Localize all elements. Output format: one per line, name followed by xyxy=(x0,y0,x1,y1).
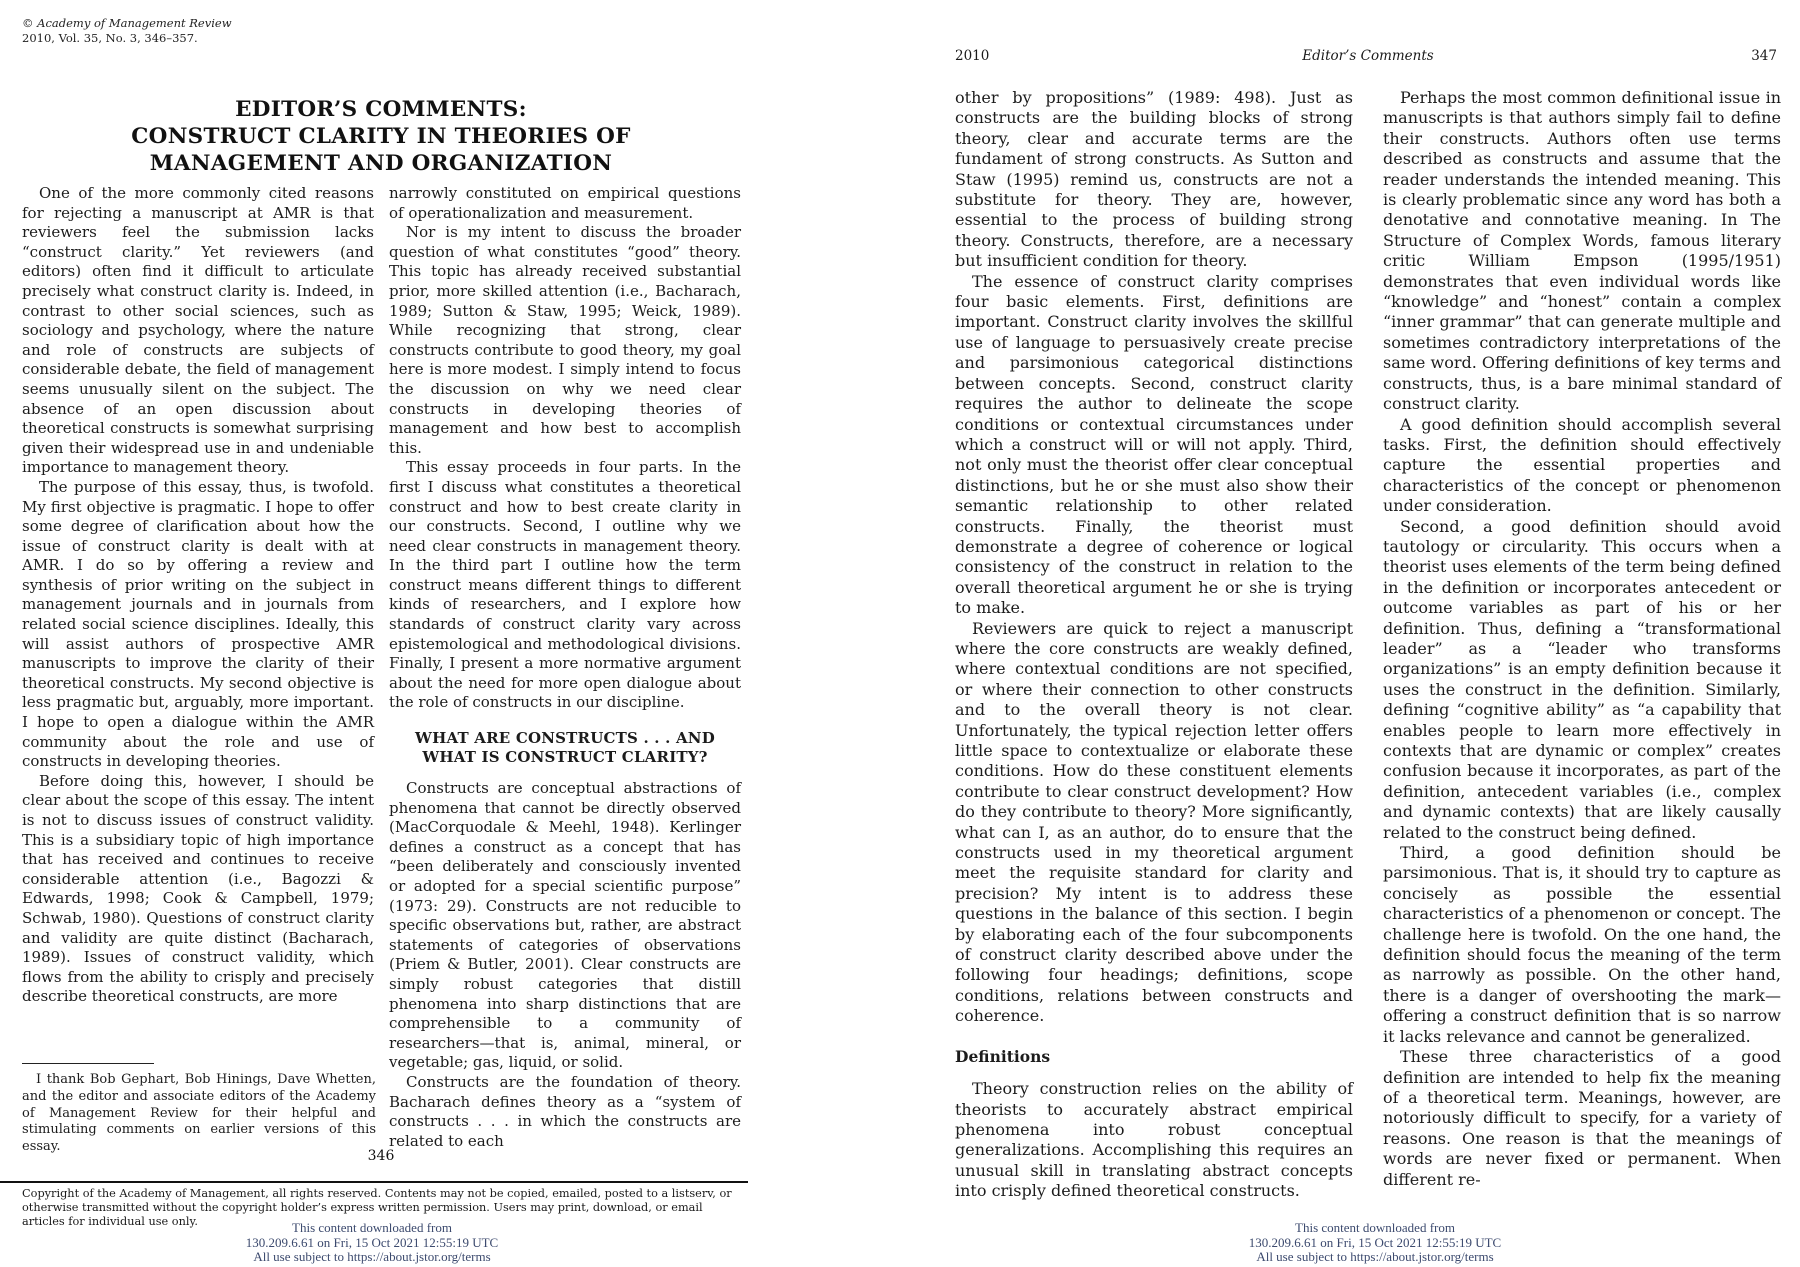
running-header-page-number: 347 xyxy=(1751,48,1777,64)
jstor-download-notice xyxy=(1075,1221,1675,1265)
paragraph: Constructs are the foundation of theory. Bacharach defines theory as a “system of constructs . . . in which the constructs are related to each xyxy=(389,1072,741,1150)
download-notice-line1: This content downloaded from xyxy=(1295,1220,1455,1235)
jstor-download-notice xyxy=(22,1221,722,1265)
journal-name: © Academy of Management Review xyxy=(22,16,232,30)
paragraph: This essay proceeds in four parts. In the first I discuss what constitutes a theoretical construct and how to best create clarity in our constructs. Second, I outline why we need clear constructs in management theory. In the third part I outline how the term construct means different things to different kinds of researchers, and I explore how standards of construct clarity vary across epistemological and methodological divisions. Finally, I present a more normative argument about the need for more open dialogue about the role of constructs in our discipline. xyxy=(389,458,741,712)
paragraph: The purpose of this essay, thus, is twofold. My first objective is pragmatic. I hope to offer some degree of clarification about how the issue of construct clarity is dealt with at AMR. I do so by offering a review and synthesis of prior writing on the subject in management journals and in journals from related social science disciplines. Ideally, this will assist authors of prospective AMR manuscripts to improve the clarity of their theoretical constructs. My second objective is less pragmatic but, arguably, more important. I hope to open a dialogue within the AMR community about the role and use of constructs in developing theories. xyxy=(22,477,374,771)
paragraph: Third, a good definition should be parsimonious. That is, it should try to capture as concisely as possible the essential characteristics of a phenomenon or concept. The challenge here is twofold. On the one hand, the definition should focus the meaning of the term as narrowly as possible. On the other hand, there is a danger of overshooting the mark—offering a construct definition that is so narrow it lacks relevance and cannot be generalized. xyxy=(1383,843,1781,1046)
paragraph: narrowly constituted on empirical questions of operationalization and measurement. xyxy=(389,184,741,222)
right-page-column-2 xyxy=(1383,88,1781,1202)
page-number: 346 xyxy=(367,1148,395,1164)
running-header-year: 2010 xyxy=(955,48,990,64)
journal-masthead xyxy=(22,16,232,46)
paragraph: Before doing this, however, I should be clear about the scope of this essay. The intent is not to discuss issues of construct validity. This is a subsidiary topic of high importance that has received and continues to receive considerable attention (i.e., Bagozzi & Edwards, 1998; Cook & Campbell, 1979; Schwab, 1980). Questions of construct clarity and validity are quite distinct (Bacharach, 1989). Issues of construct validity, which flows from the ability to crisply and precisely describe theoretical constructs, are more xyxy=(22,771,374,1006)
paragraph: Reviewers are quick to reject a manuscript where the core constructs are weakly defined, where contextual conditions are not specified, or where their connection to other constructs and to the overall theory is not clear. Unfortunately, the typical rejection letter offers little space to contextualize or elaborate these conditions. How do these constituent elements contribute to clear construct development? How do they contribute to theory? More significantly, what can I, as an author, do to ensure that the constructs used in my theoretical argument meet the requisite standard for clarity and precision? My intent is to address these questions in the balance of this section. I begin by elaborating each of the four subcomponents of construct clarity described above under the following four headings; definitions, scope conditions, relations between constructs and coherence. xyxy=(955,618,1353,1026)
paragraph: other by propositions” (1989: 498). Just as constructs are the building blocks of strong theory, clear and accurate terms are the fundament of strong constructs. As Sutton and Staw (1995) remind us, constructs are not a substitute for theory. They are, however, essential to the process of building strong theory. Constructs, therefore, are a necessary but insufficient condition for theory. xyxy=(955,88,1353,271)
paragraph: One of the more commonly cited reasons for rejecting a manuscript at AMR is that reviewers feel the submission lacks “construct clarity.” Yet reviewers (and editors) often find it difficult to articulate precisely what construct clarity is. Indeed, in contrast to other social sciences, such as sociology and psychology, where the nature and role of constructs are subjects of considerable debate, the field of management seems unusually silent on the subject. The absence of an open discussion about theoretical constructs is somewhat surprising given their widespread use in and undeniable importance to management theory. xyxy=(22,184,374,477)
paragraph: Theory construction relies on the ability of theorists to accurately abstract empirical phenomena into robust conceptual generalizations. Accomplishing this requires an unusual skill in translating abstract concepts into crisply defined theoretical constructs. xyxy=(955,1079,1353,1201)
download-notice-terms-url: All use subject to https://about.jstor.org/terms xyxy=(253,1249,491,1264)
download-notice-line2: 130.209.6.61 on Fri, 15 Oct 2021 12:55:19 UTC xyxy=(245,1234,499,1250)
download-notice-line1: This content downloaded from xyxy=(292,1220,452,1235)
paragraph: Second, a good definition should avoid tautology or circularity. This occurs when a theorist uses elements of the term being defined in the definition or incorporates antecedent or outcome variables as part of his or her definition. Thus, defining a “transformational leader” as a “leader who transforms organizations” is an empty definition because it uses the construct in the definition. Similarly, defining “cognitive ability” as “a capability that enables people to learn more effectively in contexts that are dynamic or complex” creates confusion because it incorporates, as part of the definition, antecedent variables (i.e., complex and dynamic contexts) that are likely causally related to the construct being defined. xyxy=(1383,516,1781,842)
journal-volume-info: 2010, Vol. 35, No. 3, 346–357. xyxy=(22,31,198,45)
copyright-notice: Copyright of the Academy of Management, all rights reserved. Contents may not be copied, emailed, posted to a listserv, or otherwise transmitted without the copyright holder’s express written permission. Users may print, download, or email articles for individual use only. xyxy=(22,1187,732,1228)
right-page-body xyxy=(955,88,1781,1202)
paragraph: A good definition should accomplish several tasks. First, the definition should effectively capture the essential properties and characteristics of the concept or phenomenon under consideration. xyxy=(1383,414,1781,516)
download-notice-terms-url: All use subject to https://about.jstor.org/terms xyxy=(1256,1249,1494,1264)
paragraph: Perhaps the most common definitional issue in manuscripts is that authors simply fail to define their constructs. Authors often use terms described as constructs and assume that the reader understands the intended meaning. This is clearly problematic since any word has both a denotative and connotative meaning. In The Structure of Complex Words, famous literary critic William Empson (1995/1951) demonstrates that even individual words like “knowledge” and “honest” contain a complex “inner grammar” that can generate multiple and sometimes contradictory interpretations of the same word. Offering definitions of key terms and constructs, thus, is a bare minimal standard of construct clarity. xyxy=(1383,88,1781,414)
acknowledgment-footnote: I thank Bob Gephart, Bob Hinings, Dave Whetten, and the editor and associate editors of the Academy of Management Review for their helpful and stimulating comments on earlier versions of this essay. xyxy=(22,1072,376,1155)
left-page-column-2 xyxy=(389,184,741,1151)
footnote-divider xyxy=(22,1063,154,1064)
right-page-column-1 xyxy=(955,88,1353,1202)
left-page-column-1 xyxy=(22,184,374,1151)
download-notice-line2: 130.209.6.61 on Fri, 15 Oct 2021 12:55:19 UTC xyxy=(1248,1234,1502,1250)
article-title xyxy=(22,96,740,177)
left-page-body xyxy=(22,184,742,1151)
paragraph: Constructs are conceptual abstractions of phenomena that cannot be directly observed (MacCorquodale & Meehl, 1948). Kerlinger defines a construct as a concept that has “been deliberately and consciously invented or adopted for a special scientific purpose” (1973: 29). Constructs are not reducible to specific observations but, rather, are abstract statements of categories of observations (Priem & Butler, 2001). Clear constructs are simply robust categories that distill phenomena into sharp distinctions that are comprehensible to a community of researchers—that is, animal, mineral, or vegetable; gas, liquid, or solid. xyxy=(389,779,741,1072)
paragraph: Nor is my intent to discuss the broader question of what constitutes “good” theory. This topic has already received substantial prior, more skilled attention (i.e., Bacharach, 1989; Sutton & Staw, 1995; Weick, 1989). While recognizing that strong, clear constructs contribute to good theory, my goal here is more modest. I simply intend to focus the discussion on why we need clear constructs in developing theories of management and how best to accomplish this. xyxy=(389,223,741,457)
article-title-line2: CONSTRUCT CLARITY IN THEORIES OF xyxy=(131,124,631,150)
section-heading-what-are-constructs: WHAT ARE CONSTRUCTS . . . AND WHAT IS CONSTRUCT CLARITY? xyxy=(415,729,715,767)
sub-heading-definitions: Definitions xyxy=(955,1046,1051,1066)
paragraph: These three characteristics of a good definition are intended to help fix the meaning of a theoretical term. Meanings, however, are notoriously difficult to specify, for a variety of reasons. One reason is that the meanings of words are never fixed or permanent. When different re- xyxy=(1383,1047,1781,1189)
article-title-line1: EDITOR’S COMMENTS: xyxy=(235,97,527,123)
article-title-line3: MANAGEMENT AND ORGANIZATION xyxy=(149,151,613,177)
paragraph: The essence of construct clarity comprises four basic elements. First, definitions are important. Construct clarity involves the skillful use of language to persuasively create precise and parsimonious categorical distinctions between concepts. Second, construct clarity requires the author to delineate the scope conditions or contextual circumstances under which a construct will or will not apply. Third, not only must the theorist offer clear conceptual distinctions, but he or she must also show their semantic relationship to other related constructs. Finally, the theorist must demonstrate a degree of coherence or logical consistency of the construct in relation to the overall theoretical argument he or she is trying to make. xyxy=(955,271,1353,618)
copyright-divider xyxy=(0,1181,748,1183)
running-header-title: Editor’s Comments xyxy=(1302,48,1434,64)
page-347 xyxy=(945,0,1800,1267)
